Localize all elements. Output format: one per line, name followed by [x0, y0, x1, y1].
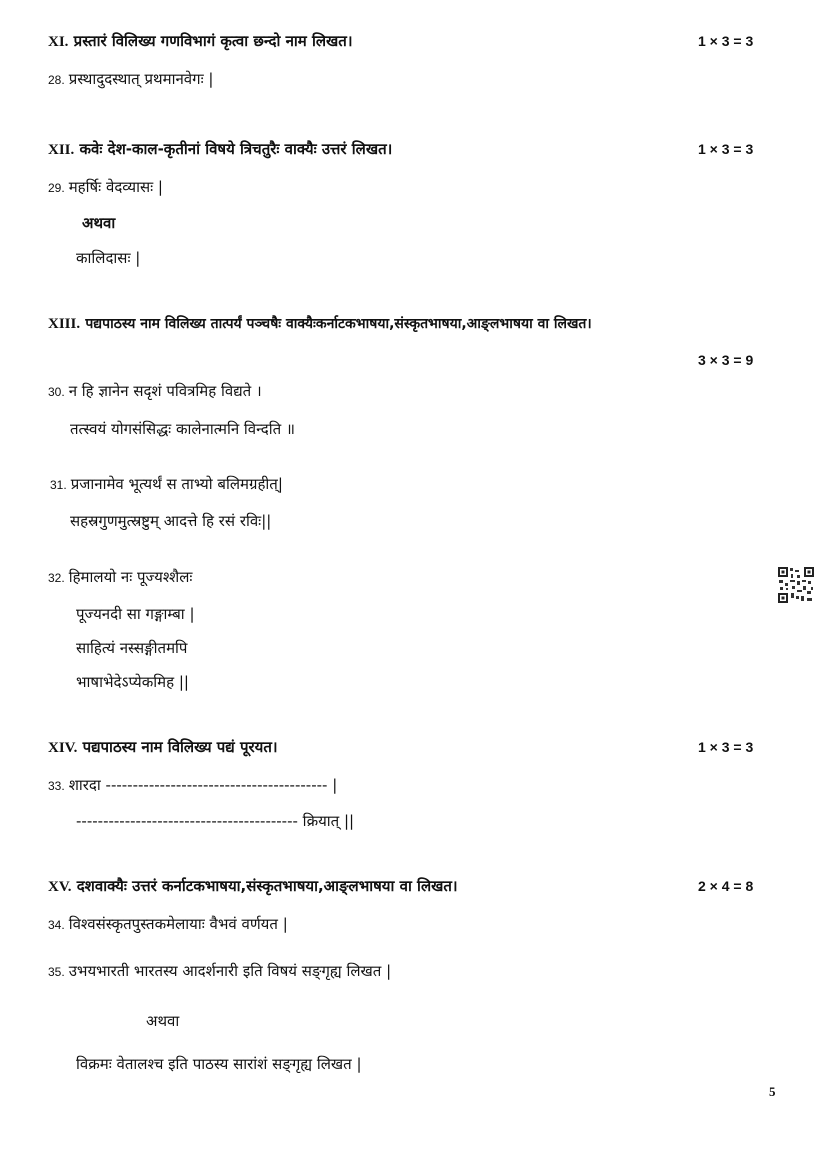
section-xiii-heading — [48, 314, 592, 333]
section-xv-marks: 2 × 4 = 8 — [698, 878, 754, 894]
section-xii-number: XII. — [48, 142, 75, 158]
question-33 — [48, 775, 337, 795]
section-xiii-marks: 3 × 3 = 9 — [698, 352, 754, 368]
section-xii-heading — [48, 139, 392, 159]
page-number: 5 — [769, 1084, 776, 1099]
question-35 — [48, 961, 391, 981]
section-xi-instruction: प्रस्तारं विलिख्य गणविभागं कृत्वा छन्दो नाम लिखत। — [73, 32, 353, 50]
question-35-alt: विक्रमः वेतालश्च इति पाठस्य सारांशं सङ्गृह्य लिखत | — [76, 1055, 362, 1073]
question-33-line2: ----------------------------------------- क्रियात् || — [76, 812, 355, 830]
section-xi-marks: 1 × 3 = 3 — [698, 33, 754, 49]
section-xiv-number: XIV. — [48, 740, 78, 756]
question-33-number: 33. — [48, 779, 65, 793]
question-30-line2: तत्स्वयं योगसंसिद्धः कालेनात्मनि विन्दति ॥ — [70, 420, 295, 438]
question-31-number: 31. — [50, 478, 67, 492]
question-34-number: 34. — [48, 918, 65, 932]
section-xiv-instruction: पद्यपाठस्य नाम विलिख्य पद्यं पूरयत। — [82, 738, 278, 756]
question-31 — [50, 474, 283, 494]
question-32-number: 32. — [48, 571, 65, 585]
section-xv-instruction: दशवाक्यैः उत्तरं कर्नाटकभाषया,संस्कृतभाषया,आङ्लभाषया वा लिखत। — [76, 877, 458, 895]
question-29 — [48, 177, 163, 197]
question-29-number: 29. — [48, 181, 65, 195]
question-29-alt: कालिदासः | — [76, 249, 141, 267]
section-xii-marks: 1 × 3 = 3 — [698, 141, 754, 157]
question-30 — [48, 381, 262, 401]
question-34-text: विश्वसंस्कृतपुस्तकमेलायाः वैभवं वर्णयत | — [68, 915, 288, 933]
section-xiv-marks: 1 × 3 = 3 — [698, 739, 754, 755]
question-28 — [48, 69, 213, 89]
question-34 — [48, 914, 288, 934]
question-31-line2: सहस्रगुणमुत्स्रष्टुम् आदत्ते हि रसं रविः|| — [70, 512, 272, 530]
question-28-text: प्रस्थादुदस्थात् प्रथमानवेगः | — [68, 70, 214, 88]
question-31-line1: प्रजानामेव भूत्यर्थं स ताभ्यो बलिमग्रहीत्| — [70, 475, 283, 493]
section-xi-number: XI. — [48, 34, 69, 50]
section-xiii-number: XIII. — [48, 316, 81, 332]
question-32 — [48, 567, 192, 587]
question-29-text: महर्षिः वेदव्यासः | — [68, 178, 163, 196]
question-32-line4: भाषाभेदेऽप्येकमिह || — [76, 673, 189, 691]
question-30-number: 30. — [48, 385, 65, 399]
question-32-line3: साहित्यं नस्सङ्गीतमपि — [76, 639, 188, 657]
question-30-line1: न हि ज्ञानेन सदृशं पवित्रमिह विद्यते । — [68, 382, 262, 400]
section-xiv-heading — [48, 737, 278, 757]
section-xv-heading — [48, 876, 458, 896]
section-xv-number: XV. — [48, 879, 72, 895]
section-xii-instruction: कवेः देश-काल-कृतीनां विषये त्रिचतुरैः वाक्यैः उत्तरं लिखत। — [79, 140, 393, 158]
qr-code-icon — [777, 566, 815, 604]
question-35-number: 35. — [48, 965, 65, 979]
section-xiii-instruction: पद्यपाठस्य नाम विलिख्य तात्पर्यं पञ्चषैः वाक्यैःकर्नाटकभाषया,संस्कृतभाषया,आङ्लभाषया वा लिखत। — [85, 316, 592, 332]
question-29-or: अथवा — [82, 214, 116, 232]
question-35-or: अथवा — [146, 1012, 180, 1030]
section-xi-heading — [48, 31, 353, 51]
question-32-line2: पूज्यनदी सा गङ्गाम्बा | — [76, 605, 195, 623]
question-33-line1: शारदा ----------------------------------------- | — [68, 776, 338, 794]
question-35-text: उभयभारती भारतस्य आदर्शनारी इति विषयं सङ्गृह्य लिखत | — [68, 962, 392, 980]
question-28-number: 28. — [48, 73, 65, 87]
question-32-line1: हिमालयो नः पूज्यश्शैलः — [68, 568, 193, 586]
